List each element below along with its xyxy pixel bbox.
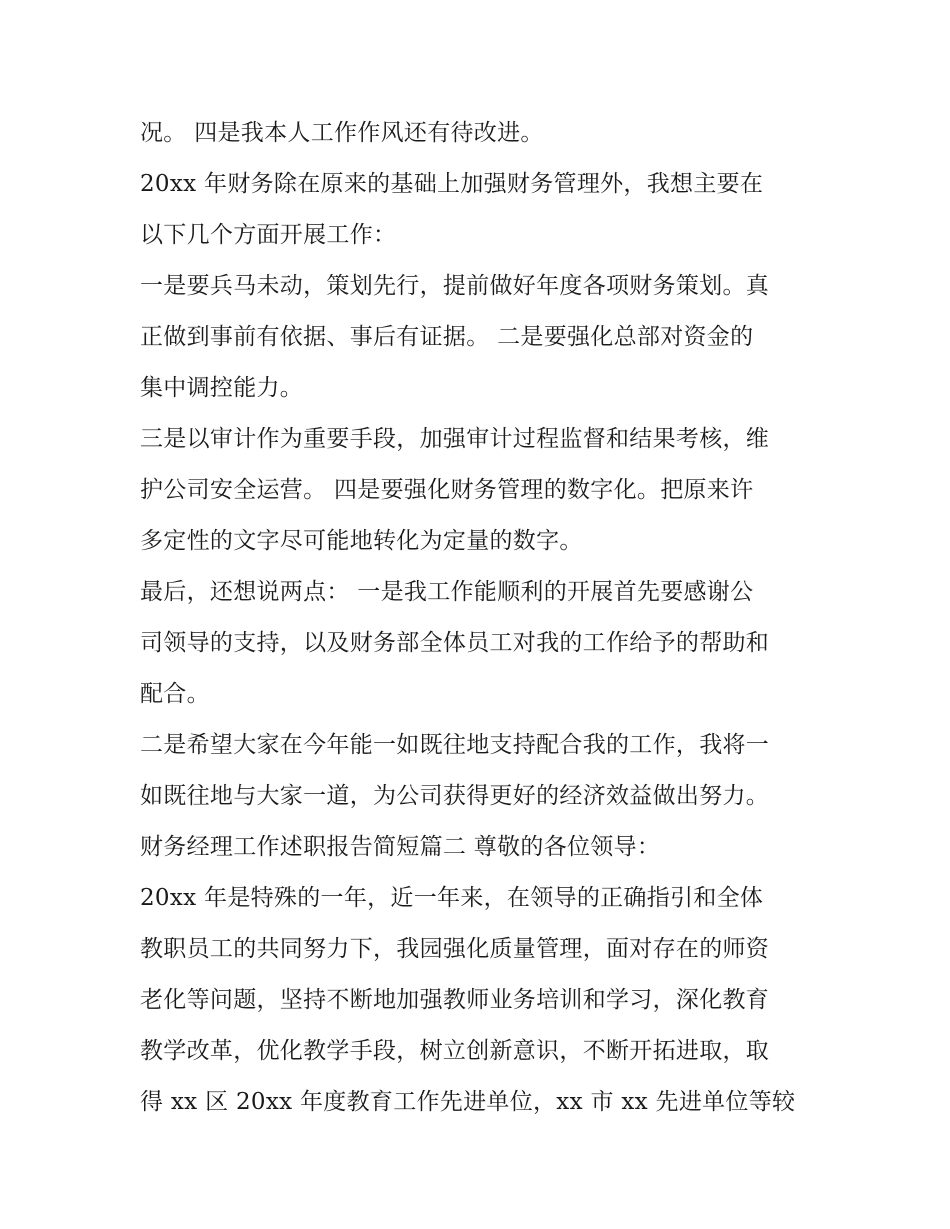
text-line: 得 xx 区 20xx 年度教育工作先进单位，xx 市 xx 先进单位等较 — [140, 1089, 796, 1115]
text-line: 三是以审计作为重要手段，加强审计过程监督和结果考核，维 — [140, 426, 770, 452]
text-line: 一是要兵马未动，策划先行，提前做好年度各项财务策划。真 — [140, 273, 770, 299]
text-line: 配合。 — [140, 681, 210, 707]
text-line: 教职员工的共同努力下，我园强化质量管理，面对存在的师资 — [140, 936, 770, 962]
text-line: 况。 四是我本人工作作风还有待改进。 — [140, 120, 544, 146]
text-line: 20xx 年财务除在原来的基础上加强财务管理外，我想主要在 — [140, 171, 764, 197]
document-body — [140, 108, 820, 1128]
text-line: 二是希望大家在今年能一如既往地支持配合我的工作，我将一 — [140, 732, 770, 758]
text-line: 老化等问题，坚持不断地加强教师业务培训和学习，深化教育 — [140, 987, 770, 1013]
text-line: 多定性的文字尽可能地转化为定量的数字。 — [140, 528, 583, 554]
text-line: 护公司安全运营。 四是要强化财务管理的数字化。把原来许 — [140, 477, 754, 503]
text-line: 20xx 年是特殊的一年，近一年来，在领导的正确指引和全体 — [140, 885, 764, 911]
text-line: 如既往地与大家一道，为公司获得更好的经济效益做出努力。 — [140, 783, 770, 809]
text-line: 集中调控能力。 — [140, 375, 304, 401]
text-line: 司领导的支持，以及财务部全体员工对我的工作给予的帮助和 — [140, 630, 770, 656]
text-line: 正做到事前有依据、事后有证据。 二是要强化总部对资金的 — [140, 324, 754, 350]
text-line: 教学改革，优化教学手段，树立创新意识，不断开拓进取，取 — [140, 1038, 770, 1064]
text-line: 最后，还想说两点： 一是我工作能顺利的开展首先要感谢公 — [140, 579, 754, 605]
section-heading-line: 财务经理工作述职报告简短篇二 尊敬的各位领导： — [140, 834, 661, 860]
text-line: 以下几个方面开展工作： — [140, 222, 397, 248]
